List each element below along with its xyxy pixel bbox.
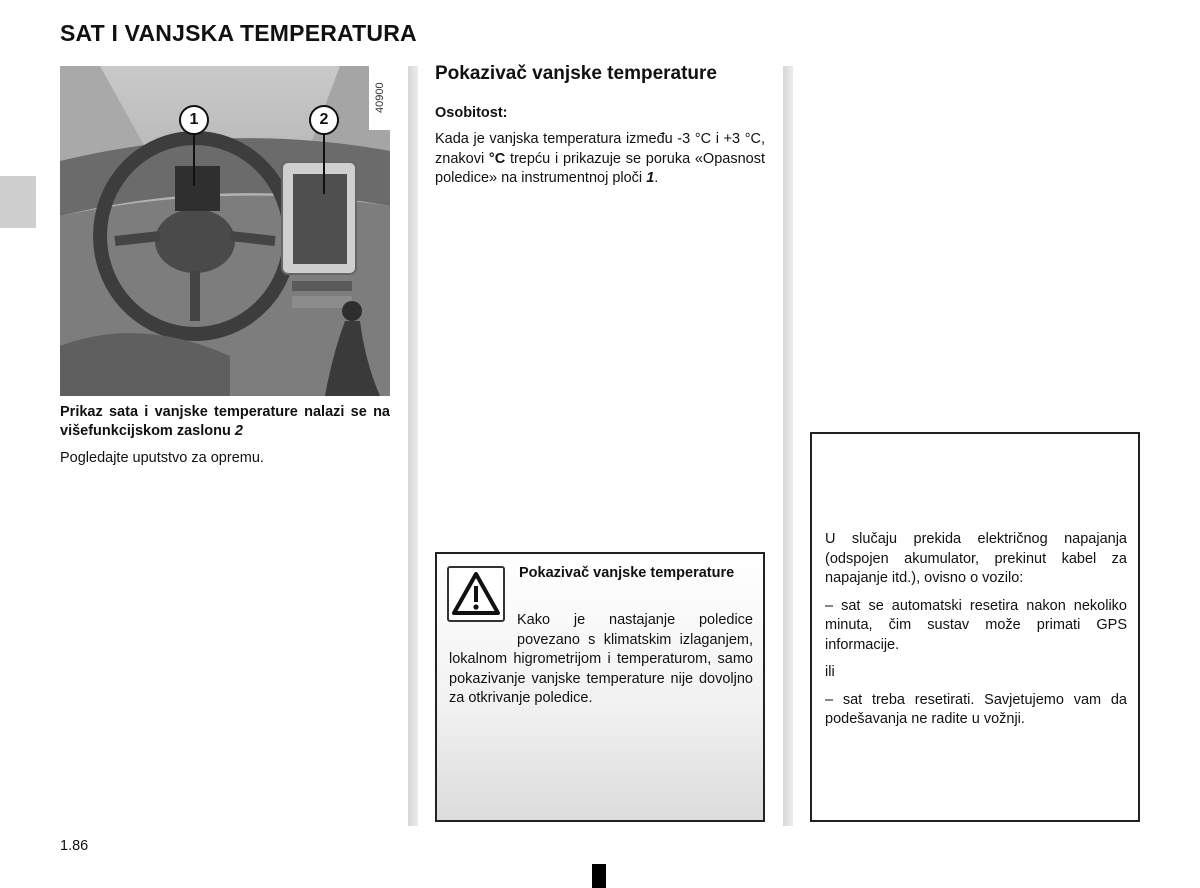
note-option-2: – sat treba resetirati. Savjetujemo vam da podešavanja ne radite u vožnji. <box>825 691 1127 727</box>
warning-box <box>435 552 765 822</box>
callout-1: 1 <box>179 105 209 135</box>
page-title: SAT I VANJSKA TEMPERATURA <box>60 20 417 46</box>
caption-number: 2 <box>234 423 243 439</box>
page-number: 1.86 <box>60 838 89 854</box>
callout-2: 2 <box>309 105 339 135</box>
warning-text: Kako je nastajanje poledice povezano s klimatskim izlaganjem, lokalnom higrometrijom i temperaturom, samo pokazivanje vanjske temperature nije dovoljno za otkrivanje poledice. <box>449 612 753 706</box>
note-intro: U slučaju prekida električnog napajanja (odspojen akumulator, prekinut kabel za napajanje itd.), ovisno o vozilo: <box>825 531 1127 586</box>
feature-text-end: . <box>654 170 659 186</box>
warning-title: Pokazivač vanjske temperature <box>519 565 735 581</box>
page-marker <box>592 864 606 888</box>
column-divider <box>408 66 418 826</box>
feature-text-part1: Kada je vanjska temperatura između -3 °C i +3 °C, znakovi <box>435 131 765 167</box>
note-option-1: – sat se automatski resetira nakon nekoliko minuta, čim sustav može primati GPS informacije. <box>825 597 1127 653</box>
instrument-panel-ref: 1 <box>646 170 655 186</box>
note-content <box>825 530 1127 738</box>
section-title: Pokazivač vanjske temperature <box>435 63 717 84</box>
callout-lines <box>60 66 390 396</box>
warning-text-block <box>449 611 753 709</box>
column-divider <box>783 66 793 826</box>
figure-caption <box>60 403 390 441</box>
see-equipment-text: Pogledajte uputstvo za opremu. <box>60 450 264 466</box>
feature-text <box>435 130 765 189</box>
note-or: ili <box>825 664 835 680</box>
chapter-tab <box>0 176 36 228</box>
feature-text-part2: trepću i prikazuje se poruka «Opasnost poledice» na instrumentnoj ploči <box>435 150 766 186</box>
caption-text: Prikaz sata i vanjske temperature nalazi se na višefunkcijskom zaslonu <box>60 404 390 439</box>
dashboard-photo <box>60 66 390 396</box>
figure-code: 40900 <box>369 66 391 130</box>
celsius-symbol: °C <box>488 150 506 167</box>
feature-label: Osobitost: <box>435 105 508 121</box>
note-box <box>810 432 1140 822</box>
